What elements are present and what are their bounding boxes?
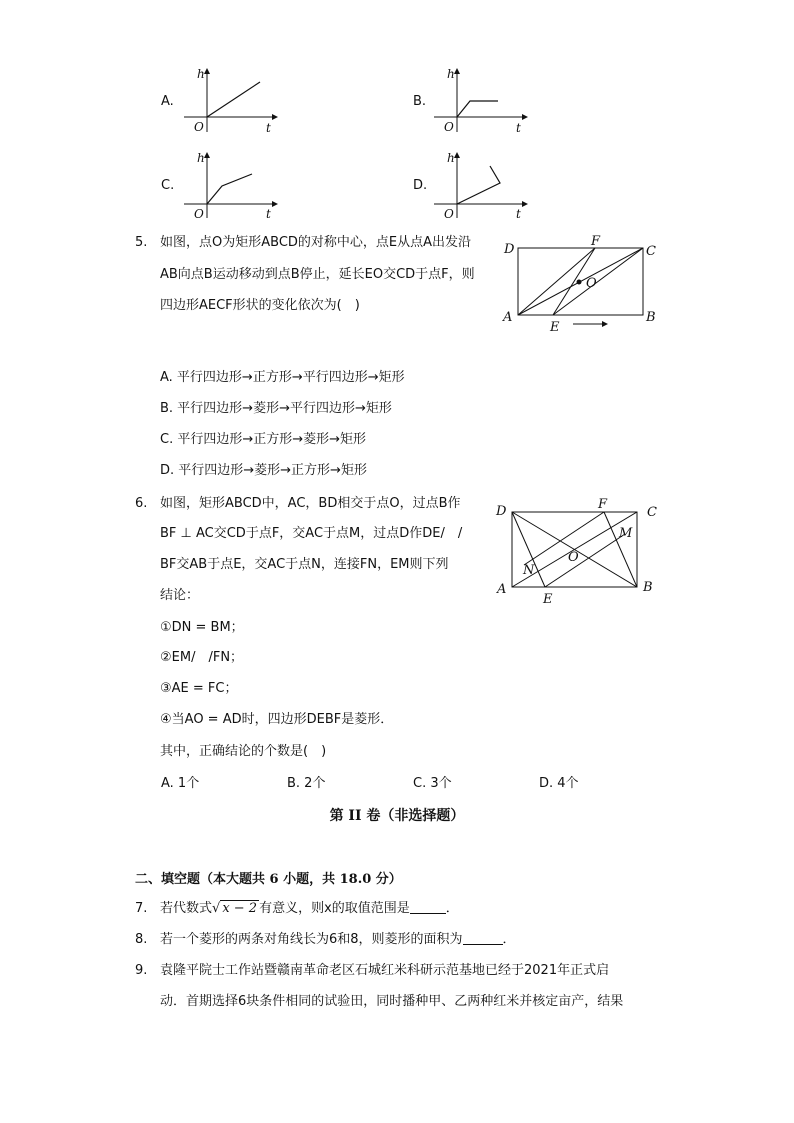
graph-c-t: t — [266, 207, 271, 221]
q6-segment-bf — [604, 512, 637, 587]
sqrt-icon: √ — [212, 901, 221, 916]
graph-d-h: h — [447, 151, 455, 165]
q5-text-line2: AB向点B运动移动到点B停止，延长EO交CD于点F，则 — [160, 267, 475, 282]
q5-text-line3: 四边形AECF形状的变化依次为( ) — [160, 298, 360, 313]
q8-number: 8. — [135, 932, 148, 947]
svg-text:A: A — [497, 582, 507, 597]
svg-text:F: F — [591, 234, 601, 249]
q6-conclusion-4: ④当AO = AD时，四边形DEBF是菱形． — [160, 712, 394, 727]
graph-d-label: D. — [413, 178, 428, 193]
q6-figure — [492, 496, 662, 606]
q6-text-line1: 如图，矩形ABCD中，AC，BD相交于点O，过点B作 — [160, 496, 461, 511]
q5-option-c[interactable]: C. 平行四边形→正方形→菱形→矩形 — [160, 432, 367, 447]
graph-c-curve — [207, 174, 252, 204]
section-fill-blank-title: 二、填空题（本大题共 6 小题，共 18.0 分） — [135, 872, 402, 887]
q5-point-o — [577, 280, 582, 285]
graph-a-curve — [207, 82, 260, 117]
svg-text:D: D — [504, 242, 515, 257]
q7-text-pre: 若代数式 — [160, 901, 213, 916]
q6-text-line4: 结论： — [160, 588, 200, 603]
svg-text:E: E — [550, 320, 560, 334]
graph-a — [180, 62, 280, 137]
svg-text:N: N — [523, 563, 535, 578]
q7-number: 7. — [135, 901, 148, 916]
graph-d-t: t — [516, 207, 521, 221]
graph-d — [430, 146, 530, 221]
q5-segment-af — [518, 248, 595, 315]
arrow-right-icon — [602, 321, 608, 327]
q7-text — [160, 899, 459, 919]
svg-text:D: D — [496, 504, 507, 519]
q7-text-post: 有意义，则x的取值范围是 — [259, 901, 410, 916]
q5-option-a[interactable]: A. 平行四边形→正方形→平行四边形→矩形 — [160, 370, 405, 385]
q7-answer-blank[interactable] — [410, 899, 446, 914]
q8-text-end: ． — [502, 932, 516, 947]
q8-answer-blank[interactable] — [463, 930, 503, 945]
q6-conclusion-2: ②EM/ /FN； — [160, 650, 244, 665]
q6-text-line3: BF交AB于点E，交AC于点N，连接FN，EM则下列 — [160, 557, 449, 572]
svg-text:B: B — [646, 310, 656, 325]
q6-question: 其中，正确结论的个数是( ) — [160, 744, 327, 759]
graph-c-origin: O — [194, 207, 204, 221]
graph-b-label: B. — [413, 94, 427, 109]
graph-a-label: A. — [161, 94, 174, 109]
q8-text — [160, 930, 516, 950]
svg-text:O: O — [568, 550, 579, 565]
svg-text:O: O — [586, 276, 597, 291]
q6-text-line2: BF ⊥ AC交CD于点F，交AC于点M，过点D作DE/ / — [160, 526, 463, 541]
q9-number: 9. — [135, 963, 148, 978]
graph-c — [180, 146, 280, 221]
q6-option-a[interactable]: A. 1个 — [161, 776, 200, 791]
svg-text:F: F — [598, 497, 608, 512]
graph-b — [430, 62, 530, 137]
q7-text-end: ． — [445, 901, 459, 916]
svg-text:C: C — [646, 244, 656, 259]
part-two-title: 第 II 卷（非选择题） — [329, 808, 465, 824]
svg-text:A: A — [503, 310, 513, 325]
graph-c-h: h — [197, 151, 205, 165]
q5-option-b[interactable]: B. 平行四边形→菱形→平行四边形→矩形 — [160, 401, 392, 416]
graph-b-curve — [457, 101, 498, 117]
graph-b-t: t — [516, 121, 521, 135]
q6-conclusion-3: ③AE = FC； — [160, 681, 238, 696]
graph-b-h: h — [447, 67, 455, 81]
graph-c-label: C. — [161, 178, 175, 193]
q7-radicand: x − 2 — [222, 901, 258, 916]
q5-segment-ec — [553, 248, 643, 315]
svg-text:E: E — [543, 592, 553, 606]
q9-text-line1: 袁隆平院士工作站暨赣南革命老区石城红米科研示范基地已经于2021年正式启 — [160, 963, 610, 978]
q6-option-b[interactable]: B. 2个 — [287, 776, 326, 791]
q5-text-line1: 如图，点O为矩形ABCD的对称中心，点E从点A出发沿 — [160, 235, 472, 250]
graph-d-curve — [457, 166, 500, 204]
q6-option-c[interactable]: C. 3个 — [413, 776, 452, 791]
graph-d-origin: O — [444, 207, 454, 221]
graph-a-origin: O — [194, 120, 204, 134]
q6-number: 6. — [135, 496, 148, 511]
q9-text-line2: 动．首期选择6块条件相同的试验田，同时播种甲、乙两种红米并核定亩产，结果 — [160, 994, 624, 1009]
q6-conclusion-1: ①DN = BM； — [160, 620, 244, 635]
q8-text-body: 若一个菱形的两条对角线长为6和8，则菱形的面积为 — [160, 932, 463, 947]
graph-a-h: h — [197, 67, 205, 81]
svg-text:M: M — [619, 526, 633, 541]
svg-text:C: C — [647, 505, 657, 520]
graph-a-t: t — [266, 121, 271, 135]
q5-number: 5. — [135, 235, 148, 250]
q5-option-d[interactable]: D. 平行四边形→菱形→正方形→矩形 — [160, 463, 367, 478]
q5-figure — [498, 234, 668, 334]
svg-text:B: B — [643, 580, 653, 595]
graph-b-origin: O — [444, 120, 454, 134]
q6-option-d[interactable]: D. 4个 — [539, 776, 579, 791]
